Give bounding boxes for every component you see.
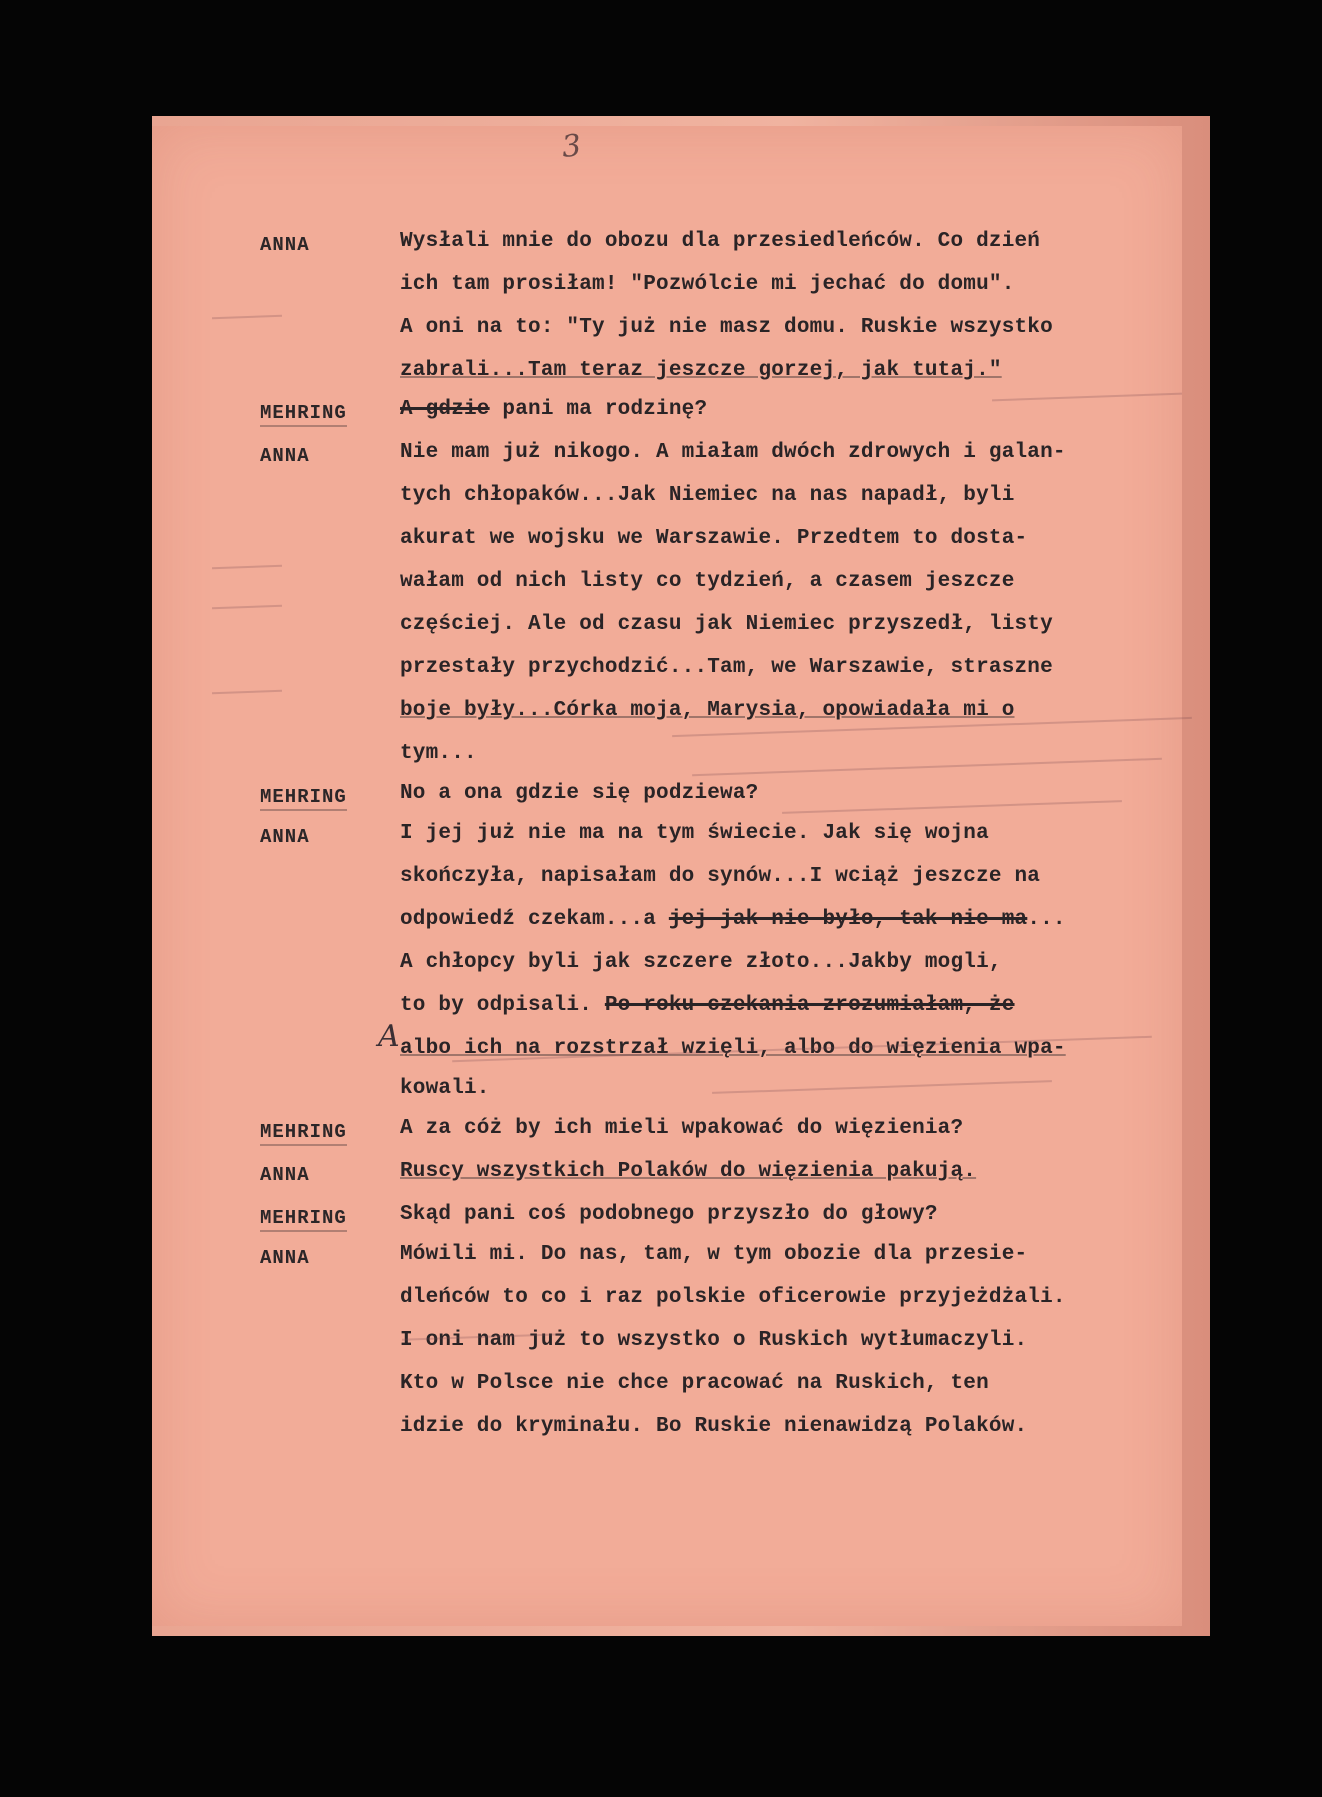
dialogue-line (152, 355, 1182, 399)
dialogue-text: kowali. (400, 1077, 490, 1100)
dialogue-line (152, 904, 1182, 948)
dialogue-line (152, 818, 1182, 862)
typescript-page (152, 126, 1182, 1626)
dialogue-line (152, 437, 1182, 481)
dialogue-text: A oni na to: "Ty już nie masz domu. Ruskie wszystko (400, 316, 1053, 339)
speaker-label: MEHRING (260, 1207, 347, 1232)
dialogue-text: I oni nam już to wszystko o Ruskich wytłumaczyli. (400, 1329, 1028, 1352)
dialogue-text: przestały przychodzić...Tam, we Warszawie, straszne (400, 656, 1053, 679)
text-segment: ... (1027, 908, 1066, 931)
dialogue-text: częściej. Ale od czasu jak Niemiec przyszedł, listy (400, 613, 1053, 636)
dialogue-text: albo ich na rozstrzał wzięli, albo do więzienia wpa- (400, 1037, 1066, 1060)
dialogue-text: A chłopcy byli jak szczere złoto...Jakby mogli, (400, 951, 1002, 974)
dialogue-line (152, 738, 1182, 782)
struck-text: jej jak nie było, tak nie ma (668, 908, 1028, 931)
handwritten-annotation-a: A (378, 1019, 400, 1054)
dialogue-text: wałam od nich listy co tydzień, a czasem jeszcze (400, 570, 1015, 593)
dialogue-text: boje były...Córka moja, Marysia, opowiadała mi o (400, 699, 1015, 722)
dialogue-text: idzie do kryminału. Bo Ruskie nienawidzą Polaków. (400, 1415, 1028, 1438)
dialogue-text: dleńców to co i raz polskie oficerowie przyjeżdżali. (400, 1286, 1066, 1309)
dialogue-text (400, 994, 1015, 1017)
dialogue-line (152, 566, 1182, 610)
page-number: 3 (560, 128, 583, 165)
dialogue-text: Skąd pani coś podobnego przyszło do głowy? (400, 1203, 938, 1226)
dialogue-line (152, 394, 1182, 438)
dialogue-text: tych chłopaków...Jak Niemiec na nas napadł, byli (400, 484, 1015, 507)
dialogue-line (152, 269, 1182, 313)
dialogue-text: skończyła, napisałam do synów...I wciąż jeszcze na (400, 865, 1041, 888)
dialogue-text: Mówili mi. Do nas, tam, w tym obozie dla przesie- (400, 1243, 1028, 1266)
text-segment: odpowiedź czekam...a (400, 908, 669, 931)
dialogue-text: Nie mam już nikogo. A miałam dwóch zdrowych i galan- (400, 441, 1066, 464)
dialogue-text: Wysłali mnie do obozu dla przesiedleńców. Co dzień (400, 230, 1041, 253)
dialogue-text: Kto w Polsce nie chce pracować na Ruskich, ten (400, 1372, 989, 1395)
struck-text: Po roku czekania zrozumiałam, że (604, 994, 1015, 1017)
dialogue-line (152, 1073, 1182, 1117)
dialogue-line (152, 312, 1182, 356)
text-segment: pani ma rodzinę? (489, 398, 708, 421)
dialogue-text: tym... (400, 742, 477, 765)
dialogue-line (152, 947, 1182, 991)
dialogue-line (152, 609, 1182, 653)
dialogue-text (400, 398, 707, 421)
dialogue-text: ich tam prosiłam! "Pozwólcie mi jechać do domu". (400, 273, 1015, 296)
dialogue-line (152, 990, 1182, 1034)
speaker-label: MEHRING (260, 786, 347, 811)
dialogue-line (152, 226, 1182, 270)
struck-text: A gdzie (400, 398, 490, 421)
dialogue-line (152, 1156, 1182, 1200)
speaker-label: ANNA (260, 826, 310, 848)
dialogue-line (152, 523, 1182, 567)
dialogue-line (152, 480, 1182, 524)
dialogue-text: A za cóż by ich mieli wpakować do więzienia? (400, 1117, 964, 1140)
dialogue-text: Ruscy wszystkich Polaków do więzienia pakują. (400, 1160, 977, 1183)
dialogue-line (152, 1282, 1182, 1326)
dialogue-text: zabrali...Tam teraz jeszcze gorzej, jak tutaj." (400, 359, 1002, 382)
speaker-label: ANNA (260, 234, 310, 256)
dialogue-line (152, 1239, 1182, 1283)
dialogue-line (152, 1411, 1182, 1455)
dialogue-line (152, 861, 1182, 905)
dialogue-text (400, 908, 1066, 931)
dialogue-text: akurat we wojsku we Warszawie. Przedtem to dosta- (400, 527, 1028, 550)
speaker-label: MEHRING (260, 1121, 347, 1146)
dialogue-line (152, 695, 1182, 739)
text-segment: to by odpisali. (400, 994, 605, 1017)
dialogue-text: I jej już nie ma na tym świecie. Jak się wojna (400, 822, 989, 845)
dialogue-line (152, 1325, 1182, 1369)
dialogue-text: No a ona gdzie się podziewa? (400, 782, 759, 805)
speaker-label: ANNA (260, 1247, 310, 1269)
dialogue-line (152, 778, 1182, 822)
dialogue-line (152, 1113, 1182, 1157)
speaker-label: MEHRING (260, 402, 347, 427)
dialogue-line (152, 652, 1182, 696)
speaker-label: ANNA (260, 445, 310, 467)
dialogue-line (152, 1368, 1182, 1412)
dialogue-line (152, 1199, 1182, 1243)
speaker-label: ANNA (260, 1164, 310, 1186)
